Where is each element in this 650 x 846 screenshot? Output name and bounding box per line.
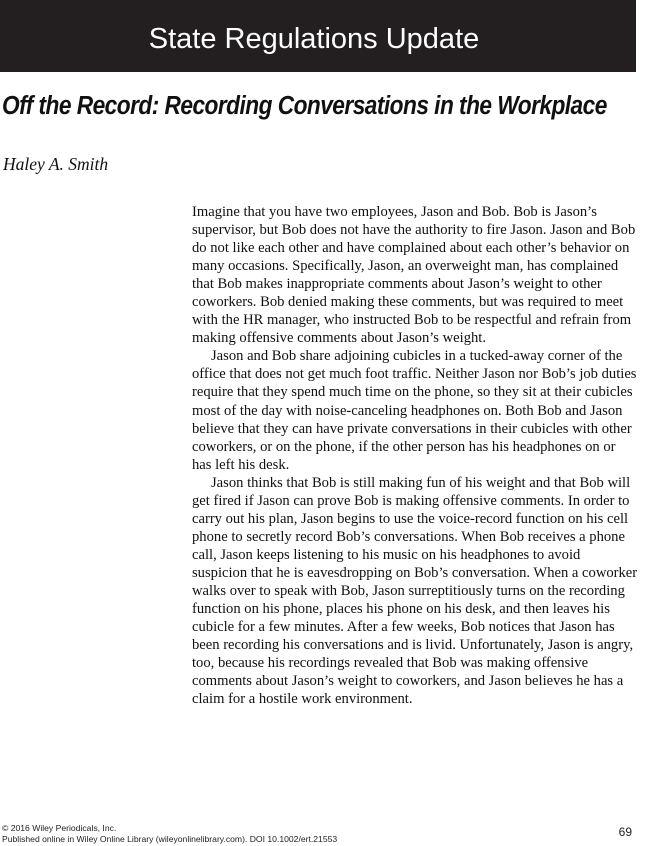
paragraph: Jason thinks that Bob is still making fun of his weight and that Bob will get fired if Jason can prove Bob is making offensive comments. In order to carry out his plan, Jason begins to use the voice-record function on his cell phone to secretly record Bob’s conversations. When Bob receives a phone call, Jason keeps listening to his music on his headphones to avoid suspicion that he is eavesdropping on Bob’s conversation. When a coworker walks over to speak with Bob, Jason surreptitiously turns on the recording function on his phone, places his phone on his desk, and then leaves his cubicle for a few minutes. After a few weeks, Bob notices that Jason has been recording his conversations and is livid. Unfortunately, Jason is angry, too, because his recordings revealed that Bob was making offensive comments about Jason’s weight to coworkers, and Jason believes he has a claim for a hostile work environment.	[192, 474, 638, 708]
page-number: 69	[618, 825, 632, 839]
article-title: Off the Record: Recording Conversations in the Workplace	[2, 92, 607, 120]
footer-credits	[2, 823, 337, 845]
paragraph: Imagine that you have two employees, Jason and Bob. Bob is Jason’s supervisor, but Bob does not have the authority to fire Jason. Jason and Bob do not like each other and have complained about each other’s behavior on many occasions. Specifically, Jason, an overweight man, has complained that Bob makes inappropriate comments about Jason’s weight to other coworkers. Bob denied making these comments, but was required to meet with the HR manager, who instructed Bob to be respectful and refrain from making offensive comments about Jason’s weight.	[192, 204, 636, 347]
article-body	[192, 203, 638, 708]
publication-info: Published online in Wiley Online Library (wileyonlinelibrary.com). DOI 10.1002/ert.21553	[2, 834, 338, 844]
section-banner-title: State Regulations Update	[148, 22, 480, 55]
author-name: Haley A. Smith	[3, 154, 109, 174]
paragraph: Jason and Bob share adjoining cubicles in a tucked-away corner of the office that does not get much foot traffic. Neither Jason nor Bob’s job duties require that they spend much time on the phone, so they sit at their cubicles most of the day with noise-canceling headphones on. Both Bob and Jason believe that they can have private conversations in their cubicles with other coworkers, or on the phone, if the other person has his headphones on or has left his desk.	[192, 348, 637, 473]
copyright-text: © 2016 Wiley Periodicals, Inc.	[2, 823, 117, 833]
section-banner	[0, 0, 636, 72]
